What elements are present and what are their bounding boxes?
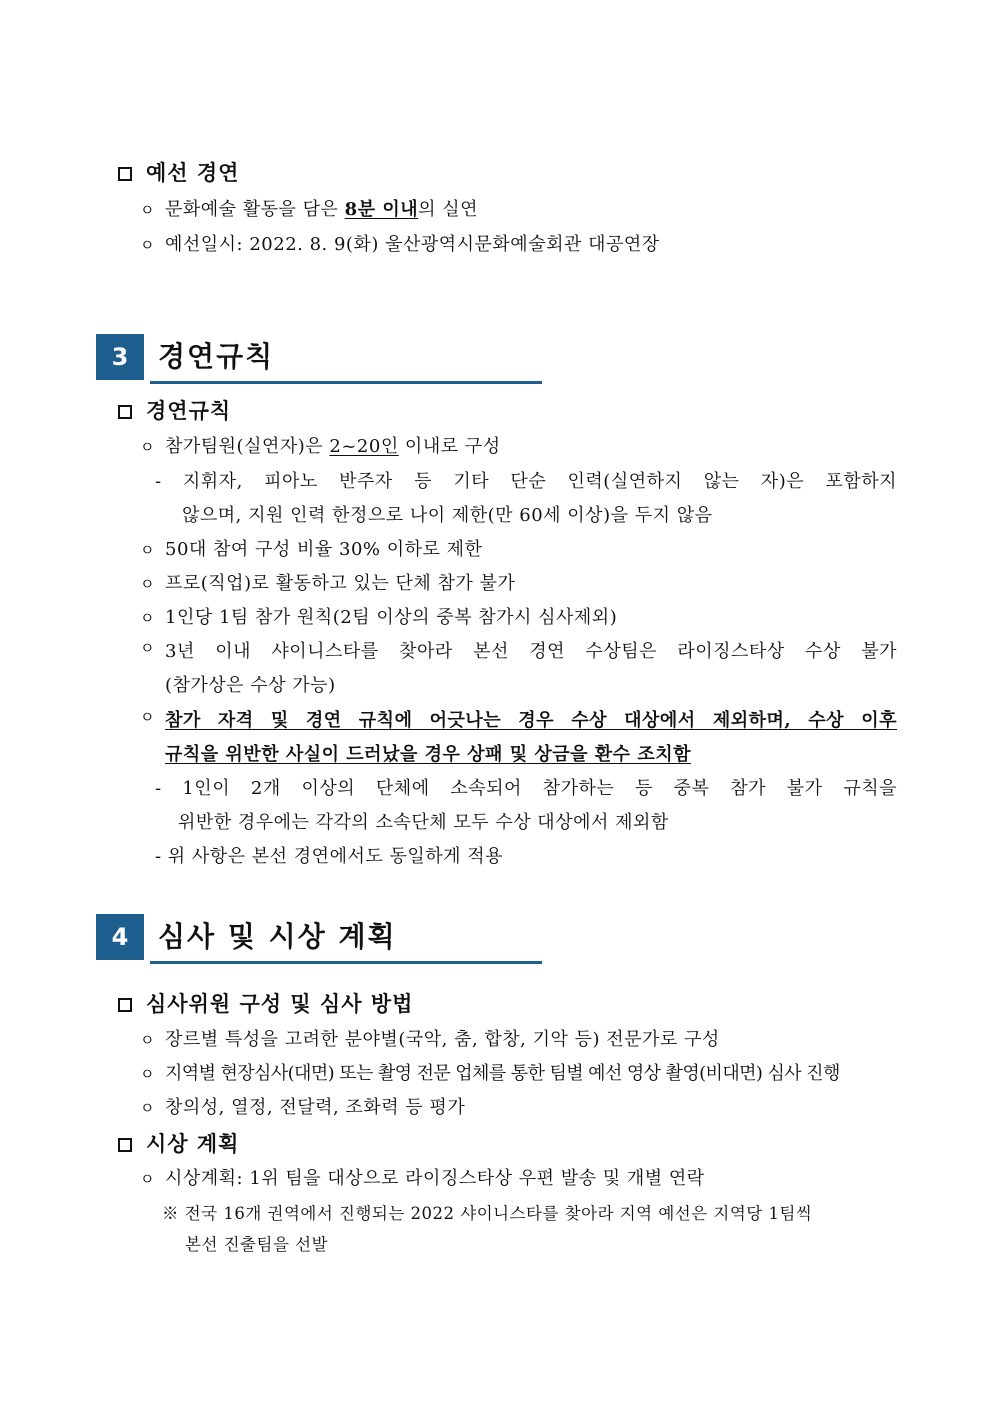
rule-item-6-detail-line3: - 위 사항은 본선 경연에서도 동일하게 적용 bbox=[155, 846, 504, 867]
section-title: 경연규칙 bbox=[158, 340, 275, 373]
rule-item-3: ㅇ 프로(직업)로 활동하고 있는 단체 참가 불가 bbox=[140, 573, 516, 594]
rule-item-6-line2: 규칙을 위반한 사실이 드러났을 경우 상패 및 상금을 환수 조치함 bbox=[165, 744, 691, 765]
rule-item-6-line1: ㅇ 참가 자격 및 경연 규칙에 어긋나는 경우 수상 대상에서 제외하며, 수상 이후 bbox=[140, 708, 897, 731]
rule-item-6-detail-line1: - 1인이 2개 이상의 단체에 소속되어 참가하는 등 중복 참가 불가 규칙을 bbox=[155, 778, 897, 799]
section-underline bbox=[150, 381, 542, 384]
award-item-1: ㅇ 시상계획: 1위 팀을 대상으로 라이징스타상 우편 발송 및 개별 연락 bbox=[140, 1168, 705, 1189]
rule-item-5-line1: ㅇ 3년 이내 샤이니스타를 찾아라 본선 경연 수상팀은 라이징스타상 수상 불가 bbox=[140, 639, 897, 662]
rule-item-2: ㅇ 50대 참여 구성 비율 30% 이하로 제한 bbox=[140, 539, 483, 560]
circle-bullet-icon: ㅇ bbox=[140, 1065, 154, 1083]
subsection-heading-prelim: 예선 경연 bbox=[118, 157, 239, 187]
checkbox-square-icon bbox=[118, 998, 132, 1012]
circle-bullet-icon: ㅇ bbox=[140, 541, 155, 559]
subsection-heading-awards: 시상 계획 bbox=[118, 1128, 239, 1158]
prelim-item-1: ㅇ 문화예술 활동을 담은 8분 이내의 실연 bbox=[140, 199, 479, 220]
section-number-badge: 4 bbox=[96, 914, 144, 960]
prelim-item-2: ㅇ 예선일시: 2022. 8. 9(화) 울산광역시문화예술회관 대공연장 bbox=[140, 234, 660, 255]
award-note-line2: 본선 진출팀을 선발 bbox=[185, 1235, 329, 1254]
checkbox-square-icon bbox=[118, 1138, 132, 1152]
circle-bullet-icon: ㅇ bbox=[140, 609, 155, 627]
section-underline bbox=[150, 961, 542, 964]
circle-bullet-icon: ㅇ bbox=[140, 1170, 155, 1188]
award-note-line1: ※ 전국 16개 권역에서 진행되는 2022 샤이니스타를 찾아라 지역 예선은 지역당 1팀씩 bbox=[162, 1204, 813, 1223]
checkbox-square-icon bbox=[118, 167, 132, 181]
circle-bullet-icon: ㅇ bbox=[140, 575, 155, 593]
circle-bullet-icon: ㅇ bbox=[140, 201, 155, 219]
circle-bullet-icon: ㅇ bbox=[140, 1031, 155, 1049]
circle-bullet-icon: ㅇ bbox=[140, 708, 155, 726]
rule-item-6-detail-line2: 위반한 경우에는 각각의 소속단체 모두 수상 대상에서 제외함 bbox=[178, 812, 669, 833]
rule-item-1-detail-line2: 않으며, 지원 인력 한정으로 나이 제한(만 60세 이상)을 두지 않음 bbox=[182, 505, 713, 526]
circle-bullet-icon: ㅇ bbox=[140, 438, 155, 456]
section-title: 심사 및 시상 계획 bbox=[158, 920, 397, 953]
judge-item-1: ㅇ 장르별 특성을 고려한 분야별(국악, 춤, 합창, 기악 등) 전문가로 구성 bbox=[140, 1029, 720, 1050]
rule-item-1-detail-line1: - 지휘자, 피아노 반주자 등 기타 단순 인력(실연하지 않는 자)은 포함하지 bbox=[155, 471, 897, 492]
circle-bullet-icon: ㅇ bbox=[140, 236, 155, 254]
rule-item-4: ㅇ 1인당 1팀 참가 원칙(2팀 이상의 중복 참가시 심사제외) bbox=[140, 607, 618, 628]
circle-bullet-icon: ㅇ bbox=[140, 1099, 155, 1117]
circle-bullet-icon: ㅇ bbox=[140, 639, 155, 657]
judge-item-3: ㅇ 창의성, 열정, 전달력, 조화력 등 평가 bbox=[140, 1097, 466, 1118]
subsection-heading-rules: 경연규칙 bbox=[118, 395, 231, 425]
rule-item-5-line2: (참가상은 수상 가능) bbox=[165, 675, 336, 696]
rule-item-1: ㅇ 참가팀원(실연자)은 2~20인 이내로 구성 bbox=[140, 436, 501, 457]
subsection-heading-judges: 심사위원 구성 및 심사 방법 bbox=[118, 988, 413, 1018]
section-header-4 bbox=[96, 914, 542, 960]
checkbox-square-icon bbox=[118, 405, 132, 419]
section-number-badge: 3 bbox=[96, 334, 144, 380]
section-header-3 bbox=[96, 334, 542, 380]
judge-item-2: ㅇ 지역별 현장심사(대면) 또는 촬영 전문 업체를 통한 팀별 예선 영상 촬영(비대면) 심사 진행 bbox=[140, 1063, 840, 1084]
